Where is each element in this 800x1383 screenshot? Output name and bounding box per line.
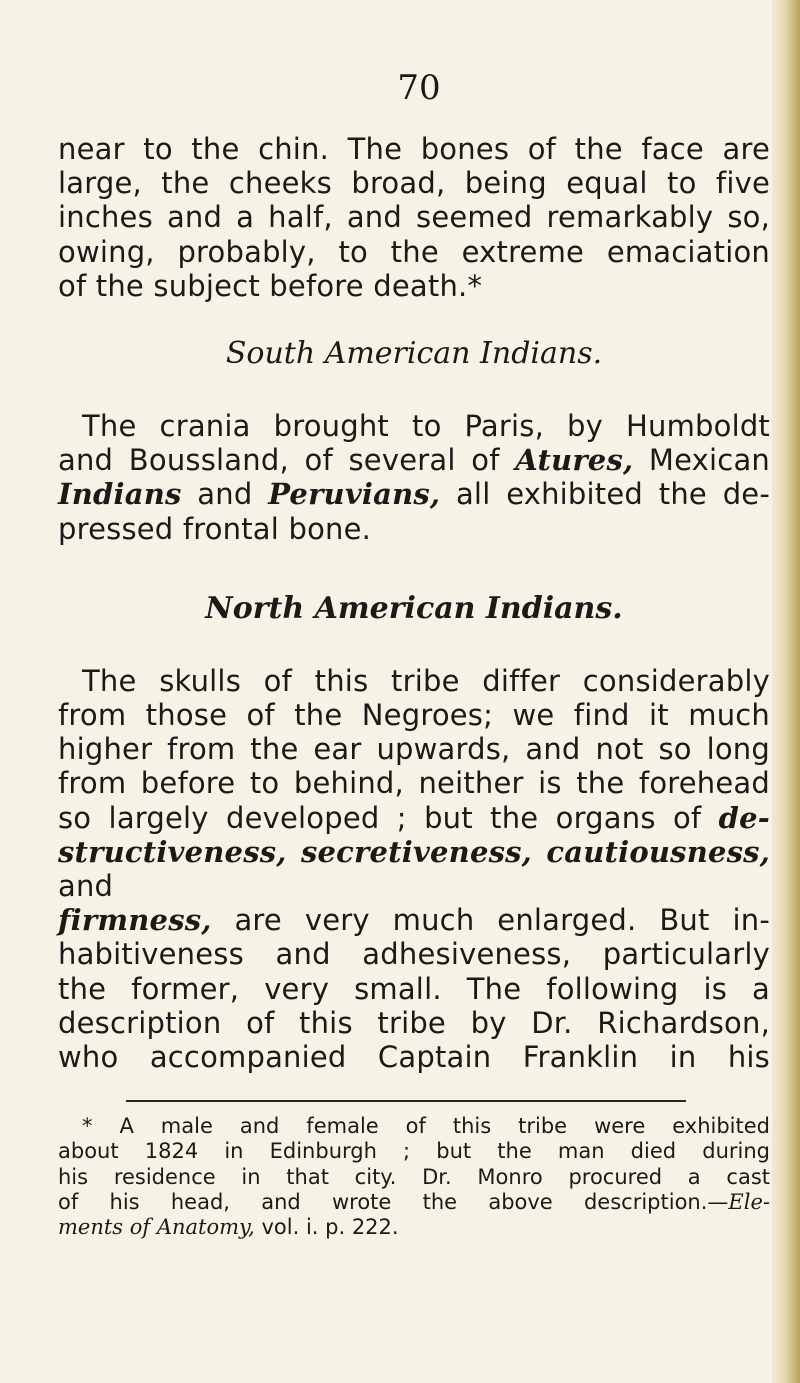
footnote-divider	[126, 1100, 686, 1102]
text-line: pressed frontal bone.	[58, 511, 372, 546]
text-span: and	[181, 477, 269, 512]
italic-term: Peruvians,	[268, 477, 441, 512]
text-line: who accompanied Captain Franklin in his	[58, 1040, 770, 1075]
footnote-line: his residence in that city. Dr. Monro procured a cast	[58, 1164, 770, 1189]
text-line: habitiveness and adhesiveness, particularly	[58, 937, 770, 972]
text-line: large, the cheeks broad, being equal to five	[58, 166, 770, 201]
text-span: and Boussland, of several of	[58, 443, 516, 478]
italic-term: Ele-	[728, 1189, 770, 1214]
footnote	[58, 1114, 770, 1240]
text-line: The crania brought to Paris, by Humboldt	[82, 409, 770, 444]
text-span: all exhibited the de-	[440, 477, 771, 512]
footnote-line: about 1824 in Edinburgh ; but the man died during	[58, 1139, 770, 1164]
text-line	[58, 477, 770, 511]
text-span: are very much enlarged. But in-	[211, 903, 770, 938]
section-heading-south-american: South American Indians.	[225, 336, 603, 372]
italic-term: ments of Anatomy,	[58, 1215, 255, 1240]
text-span: vol. i. p. 222.	[254, 1215, 399, 1240]
text-line: the former, very small. The following is a	[58, 971, 770, 1006]
text-line: description of this tribe by Dr. Richardson,	[58, 1005, 770, 1040]
footnote-line	[58, 1190, 770, 1215]
italic-term: Indians	[58, 477, 182, 512]
text-span: Mexican	[633, 443, 770, 478]
section-heading-north-american: North American Indians.	[205, 590, 623, 626]
text-line	[58, 903, 770, 937]
page-edge	[772, 0, 800, 1383]
text-span: and	[58, 869, 114, 904]
page-number: 70	[397, 68, 441, 108]
text-line	[58, 801, 770, 835]
text-line: of the subject before death.*	[58, 268, 483, 303]
text-span: so largely developed ; but the organs of	[58, 800, 719, 835]
text-line: higher from the ear upwards, and not so long	[58, 732, 770, 767]
italic-term: firmness,	[58, 903, 212, 938]
book-page	[58, 68, 770, 1240]
italic-term: de-	[718, 800, 770, 835]
text-line: near to the chin. The bones of the face are	[58, 132, 770, 166]
body-text	[58, 132, 770, 1074]
footnote-line: * A male and female of this tribe were exhibited	[82, 1114, 770, 1139]
text-span: of his head, and wrote the above description.—	[58, 1189, 729, 1214]
footnote-line	[58, 1215, 770, 1240]
text-line	[58, 443, 770, 477]
text-line: from those of the Negroes; we find it much	[58, 698, 770, 733]
text-line: from before to behind, neither is the forehead	[58, 766, 770, 801]
italic-term: structiveness, secretiveness, cautiousness,	[58, 834, 770, 869]
italic-term: Atures,	[515, 443, 634, 478]
text-line: The skulls of this tribe differ considerably	[82, 663, 770, 698]
text-line: inches and a half, and seemed remarkably so,	[58, 200, 770, 235]
text-line: owing, probably, to the extreme emaciation	[58, 234, 770, 269]
text-line	[58, 835, 770, 903]
